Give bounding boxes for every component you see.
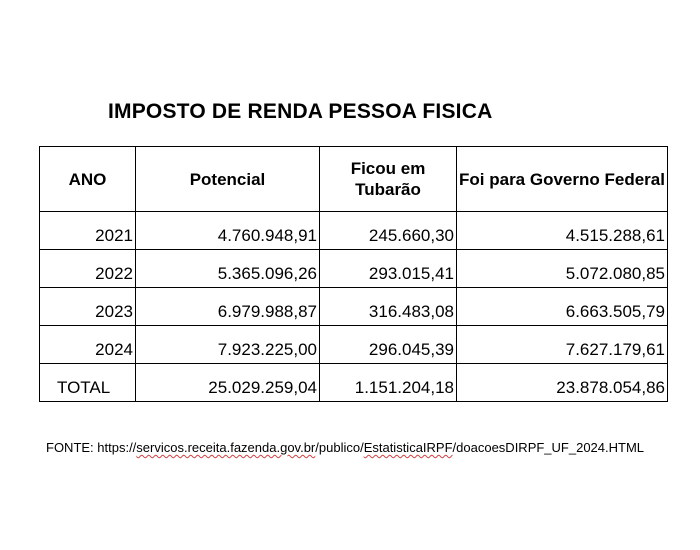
cell-year: 2024 [40, 326, 136, 364]
cell-ficou: 296.045,39 [320, 326, 457, 364]
cell-potencial: 7.923.225,00 [136, 326, 320, 364]
table-row [40, 212, 668, 250]
cell-ficou: 245.660,30 [320, 212, 457, 250]
source-middle: /publico/ [315, 440, 364, 455]
cell-ficou: 316.483,08 [320, 288, 457, 326]
cell-year: 2021 [40, 212, 136, 250]
cell-total-potencial: 25.029.259,04 [136, 364, 320, 402]
cell-federal: 4.515.288,61 [457, 212, 668, 250]
cell-total-label: TOTAL [40, 364, 136, 402]
source-suffix: /doacoesDIRPF_UF_2024.HTML [452, 440, 645, 455]
source-note [46, 440, 644, 455]
header-ficou-em-tubarao: Ficou em Tubarão [320, 147, 457, 212]
cell-potencial: 6.979.988,87 [136, 288, 320, 326]
header-potencial: Potencial [136, 147, 320, 212]
table-row [40, 288, 668, 326]
cell-federal: 7.627.179,61 [457, 326, 668, 364]
header-ano: ANO [40, 147, 136, 212]
table-total-row [40, 364, 668, 402]
irpf-table [39, 146, 668, 402]
source-prefix: FONTE: https:// [46, 440, 137, 455]
cell-total-ficou: 1.151.204,18 [320, 364, 457, 402]
table-row [40, 250, 668, 288]
cell-potencial: 5.365.096,26 [136, 250, 320, 288]
cell-potencial: 4.760.948,91 [136, 212, 320, 250]
cell-year: 2023 [40, 288, 136, 326]
table-header-row [40, 147, 668, 212]
cell-total-federal: 23.878.054,86 [457, 364, 668, 402]
header-foi-para-governo-federal: Foi para Governo Federal [457, 147, 668, 212]
cell-year: 2022 [40, 250, 136, 288]
table-row [40, 326, 668, 364]
cell-federal: 6.663.505,79 [457, 288, 668, 326]
page-title: IMPOSTO DE RENDA PESSOA FISICA [108, 100, 493, 123]
cell-ficou: 293.015,41 [320, 250, 457, 288]
source-domain: servicos.receita.fazenda.gov.br [136, 440, 316, 455]
source-path: EstatisticaIRPF [363, 440, 453, 455]
cell-federal: 5.072.080,85 [457, 250, 668, 288]
